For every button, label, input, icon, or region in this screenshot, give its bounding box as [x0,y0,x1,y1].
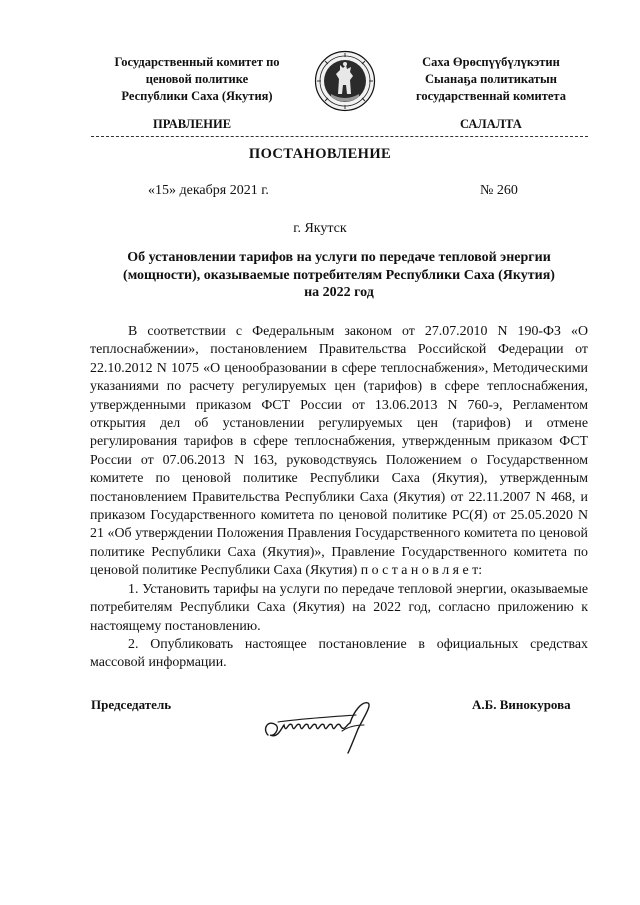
header-left-block [88,54,306,105]
header-left-line: Республики Саха (Якутия) [121,89,273,103]
subject-line: Об установлении тарифов на услуги по передаче тепловой энергии [127,250,551,265]
header-right-block [393,54,589,105]
body-paragraph: 1. Установить тарифы на услуги по передаче тепловой энергии, оказываемые потребителям Республики Саха (Якутия) на 2022 год, согласно приложению к настоящему постановлению. [90,581,588,634]
header-left-line: ценовой политике [145,72,249,86]
header-right-line: Сыанаҕа политикатын [425,72,557,86]
header-right-line: государственнай комитета [416,89,566,103]
board-label-russian: ПРАВЛЕНИЕ [153,117,232,131]
header-divider [91,136,588,137]
document-subject [90,249,588,302]
body-paragraph: 2. Опубликовать настоящее постановление в официальных средствах массовой информации. [90,636,588,671]
body-paragraph: В соответствии с Федеральным законом от 27.07.2010 N 190-ФЗ «О теплоснабжении», постановлением Правительства Российской Федерации от 22.10.2012 N 1075 «О ценообразовании в сфере теплоснабжения», Методическими указаниями по расчету регулируемых цен (тарифов) в сфере теплоснабжения, утвержденными приказом ФСТ России от 13.06.2013 N 760-э, Регламентом открытия дел об установлении регулируемых цен (тарифов) и отмене регулирования тарифов в сфере теплоснабжения, утвержденным приказом ФСТ России от 07.06.2013 N 163, руководствуясь Положением о Государственном комитете по ценовой политике Республики Саха (Якутия), утвержденным постановлением Правительства Республики Саха (Якутия) от 22.11.2007 N 468, и приказом Государственного комитета по ценовой политике РС(Я) от 25.05.2020 N 21 «Об утверждении Положения Правления Государственного комитета по ценовой политике Республики Саха (Якутия)», Правление Государственного комитета по ценовой политике Республики Саха (Якутия) п о с т а н о в л я е т: [90,324,588,579]
document-title: ПОСТАНОВЛЕНИЕ [248,146,392,162]
document-date: «15» декабря 2021 г. [148,183,269,198]
header-left-line: Государственный комитет по [114,55,280,69]
signatory-role: Председатель [91,697,172,712]
republic-emblem-icon [314,50,376,112]
document-body [90,323,588,673]
document-number: № 260 [480,183,518,198]
signatory-name: А.Б. Винокурова [472,697,571,712]
document-city: г. Якутск [293,221,347,236]
subject-line: (мощности), оказываемые потребителям Республики Саха (Якутия) [123,267,555,283]
header-right-line: Саха Өрөспүүбүлүкэтин [422,55,560,69]
subject-line: на 2022 год [304,285,374,300]
handwritten-signature [258,695,382,755]
board-label-sakha: САЛАЛТА [460,117,522,131]
